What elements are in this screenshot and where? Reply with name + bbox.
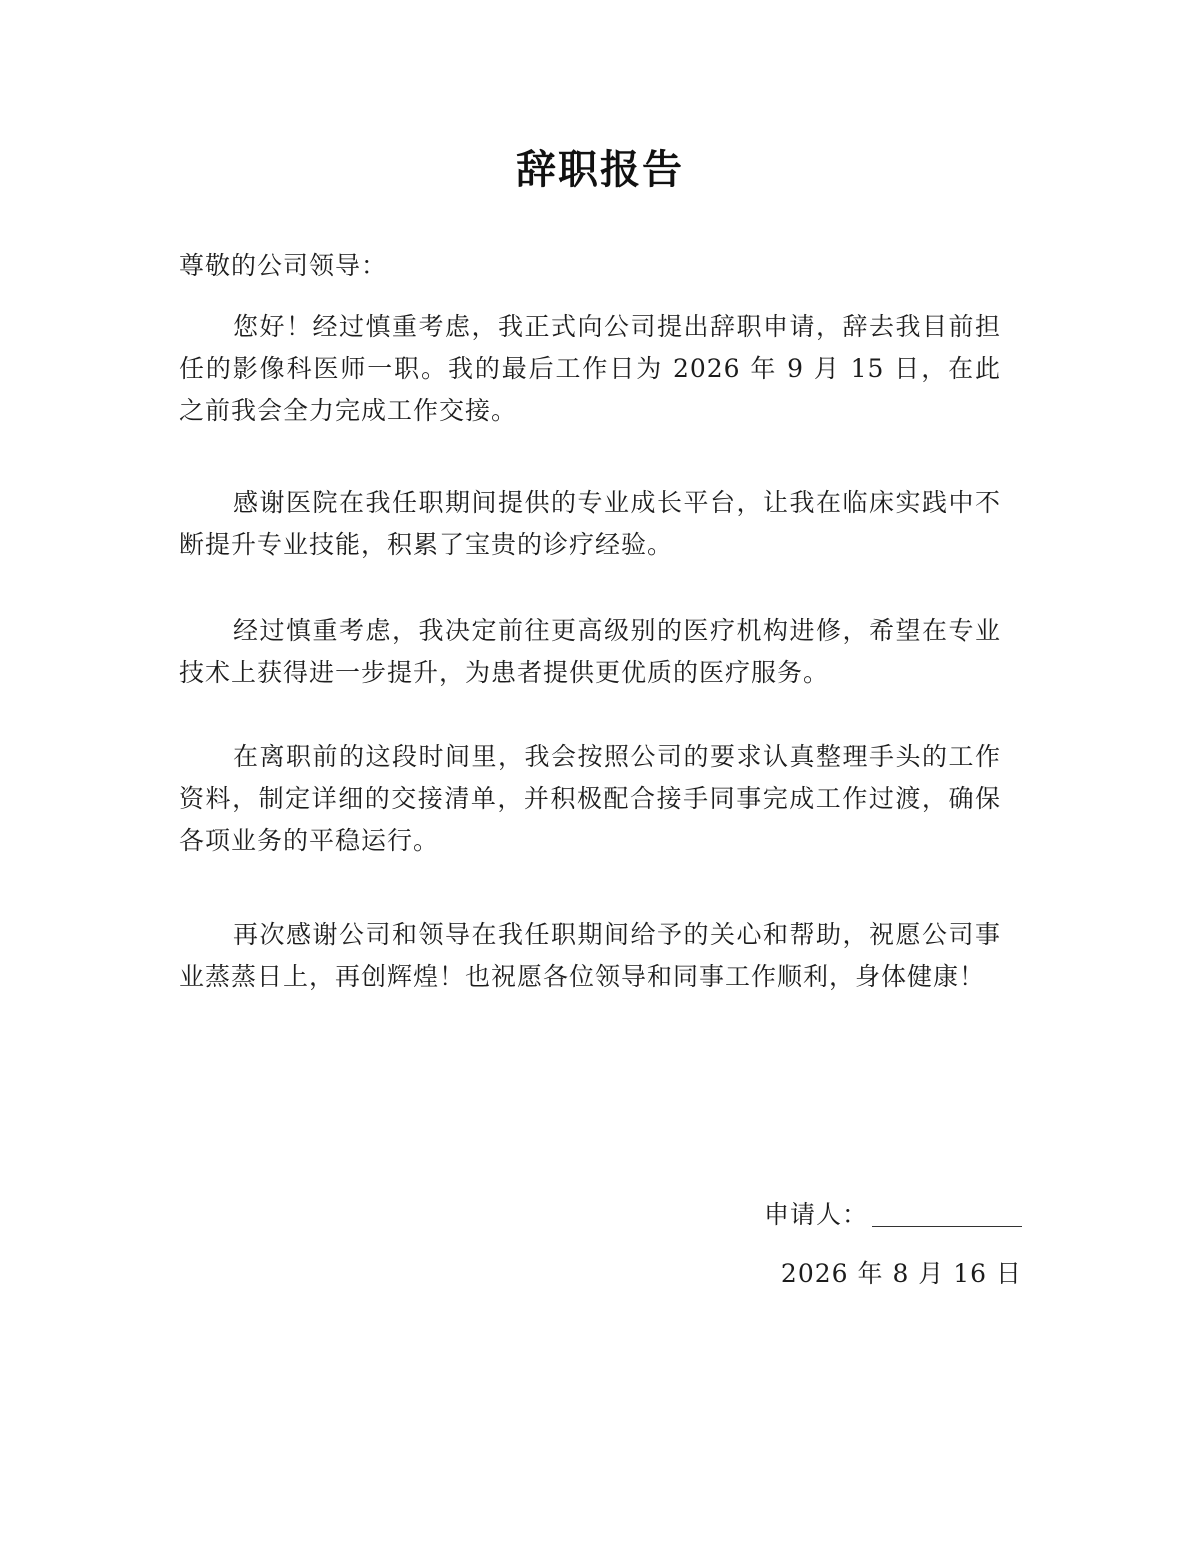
document-title: 辞职报告 xyxy=(516,147,684,193)
paragraph-3: 经过慎重考虑，我决定前往更高级别的医疗机构进修，希望在专业技术上获得进一步提升，为患者提供更优质的医疗服务。 xyxy=(179,616,1001,687)
applicant-signature-line xyxy=(700,1194,1022,1236)
signature-blank xyxy=(872,1196,1022,1227)
paragraph-1: 您好！经过慎重考虑，我正式向公司提出辞职申请，辞去我目前担任的影像科医师一职。我的最后工作日为 2026 年 9 月 15 日，在此之前我会全力完成工作交接。 xyxy=(179,312,1001,425)
applicant-label: 申请人： xyxy=(763,1200,868,1229)
paragraph-4: 在离职前的这段时间里，我会按照公司的要求认真整理手头的工作资料，制定详细的交接清单，并积极配合接手同事完成工作过渡，确保各项业务的平稳运行。 xyxy=(179,742,1001,855)
paragraph-5: 再次感谢公司和领导在我任职期间给予的关心和帮助，祝愿公司事业蒸蒸日上，再创辉煌！也祝愿各位领导和同事工作顺利，身体健康！ xyxy=(179,920,1001,991)
paragraph-2: 感谢医院在我任职期间提供的专业成长平台，让我在临床实践中不断提升专业技能，积累了宝贵的诊疗经验。 xyxy=(179,488,1001,559)
salutation: 尊敬的公司领导： xyxy=(179,251,388,280)
signature-date: 2026 年 8 月 16 日 xyxy=(780,1259,1022,1288)
